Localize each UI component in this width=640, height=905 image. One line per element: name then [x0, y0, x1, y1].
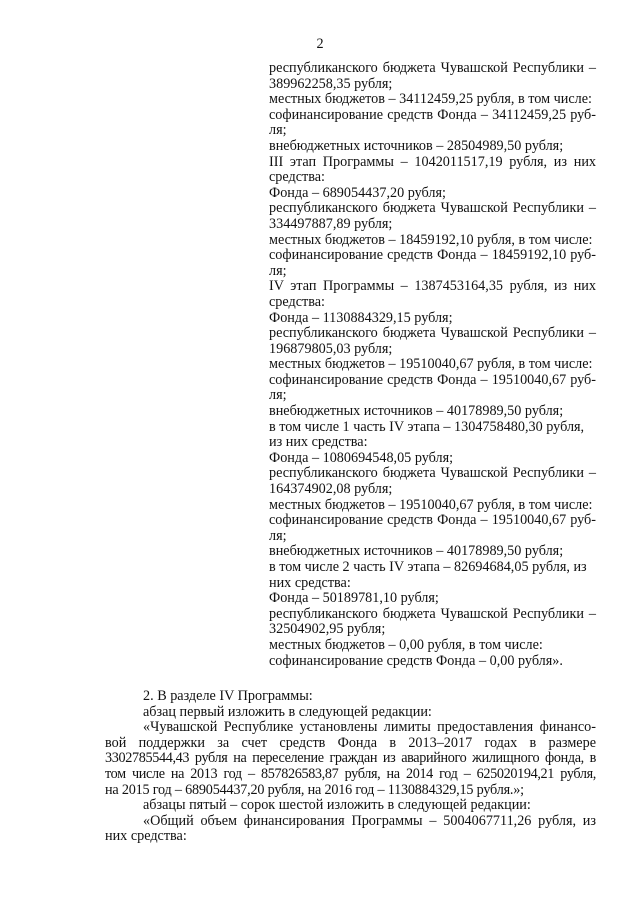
text-line: том числе на 2013 год – 857826583,87 рубля, на 2014 год – 625020194,21 рубля, — [105, 765, 596, 782]
page-number: 2 — [316, 36, 324, 52]
text-line: софинансирование средств Фонда – 0,00 рубля». — [269, 652, 563, 669]
text-line: «Общий объем финансирования Программы – 5004067711,26 рубля, из — [143, 812, 596, 829]
text-line: на 2015 год – 689054437,20 рубля, на 2016 год – 1130884329,15 рубля.»; — [105, 781, 524, 798]
text-line: из них средства: — [269, 434, 368, 451]
text-line: них средства: — [105, 828, 187, 845]
text-line: вой поддержки за счет средств Фонда в 2013–2017 годах в размере — [105, 734, 596, 751]
text-line: ля; — [269, 262, 287, 279]
text-line: в том числе 1 часть IV этапа – 1304758480,30 рубля, — [269, 418, 585, 435]
text-line: Фонда – 1130884329,15 рубля; — [269, 309, 453, 326]
text-line: местных бюджетов – 0,00 рубля, в том числе: — [269, 636, 543, 653]
text-line: софинансирование средств Фонда – 34112459,25 руб- — [269, 106, 596, 123]
amendment-body — [105, 689, 596, 845]
text-line: в том числе 2 часть IV этапа – 82694684,05 рубля, из — [269, 559, 587, 575]
text-line: республиканского бюджета Чувашской Республики – — [269, 465, 596, 482]
text-line: внебюджетных источников – 40178989,50 рубля; — [269, 403, 564, 420]
text-line: 32504902,95 рубля; — [269, 621, 386, 638]
text-line: местных бюджетов – 34112459,25 рубля, в том числе: — [269, 91, 592, 108]
text-line: 164374902,08 рубля; — [269, 481, 393, 498]
text-line: республиканского бюджета Чувашской Республики – — [269, 605, 596, 622]
text-line: софинансирование средств Фонда – 19510040,67 руб- — [269, 371, 596, 388]
section-heading: 2. В разделе IV Программы: — [143, 688, 313, 704]
text-line: внебюджетных источников – 28504989,50 рубля; — [269, 137, 564, 154]
text-line: средства: — [269, 169, 325, 186]
final-block — [105, 814, 596, 845]
text-line: республиканского бюджета Чувашской Республики – — [269, 60, 596, 76]
text-line: ля; — [269, 387, 287, 404]
text-line: Фонда – 1080694548,05 рубля; — [269, 449, 454, 466]
text-line: республиканского бюджета Чувашской Республики – — [269, 200, 596, 217]
text-line: внебюджетных источников – 40178989,50 рубля; — [269, 543, 564, 560]
text-line: ля; — [269, 527, 287, 544]
paragraph: абзац первый изложить в следующей редакции: — [143, 703, 432, 720]
text-line: Фонда – 689054437,20 рубля; — [269, 184, 446, 201]
text-line: 196879805,03 рубля; — [269, 340, 393, 357]
text-line: 389962258,35 рубля; — [269, 75, 393, 92]
text-line: местных бюджетов – 18459192,10 рубля, в том числе: — [269, 231, 593, 248]
text-line: них средства: — [269, 574, 351, 591]
funding-column — [269, 61, 596, 669]
quote-block — [105, 720, 596, 798]
text-line: местных бюджетов – 19510040,67 рубля, в том числе: — [269, 496, 593, 513]
text-line: Фонда – 50189781,10 рубля; — [269, 590, 439, 607]
text-line: IV этап Программы – 1387453164,35 рубля, из них — [269, 278, 596, 295]
text-line: республиканского бюджета Чувашской Республики – — [269, 325, 596, 342]
text-line: III этап Программы – 1042011517,19 рубля, из них — [269, 153, 596, 170]
text-line: местных бюджетов – 19510040,67 рубля, в том числе: — [269, 356, 593, 373]
text-line: софинансирование средств Фонда – 18459192,10 руб- — [269, 247, 596, 264]
text-line: софинансирование средств Фонда – 19510040,67 руб- — [269, 512, 596, 529]
text-line: средства: — [269, 293, 325, 310]
text-line: «Чувашской Республике установлены лимиты предоставления финансо- — [143, 719, 596, 736]
paragraph: абзацы пятый – сорок шестой изложить в следующей редакции: — [143, 797, 531, 814]
text-line: ля; — [269, 122, 287, 139]
text-line: 334497887,89 рубля; — [269, 215, 393, 232]
text-line: 3302785544,43 рубля на переселение граждан из аварийного жилищного фонда, в — [105, 750, 596, 767]
